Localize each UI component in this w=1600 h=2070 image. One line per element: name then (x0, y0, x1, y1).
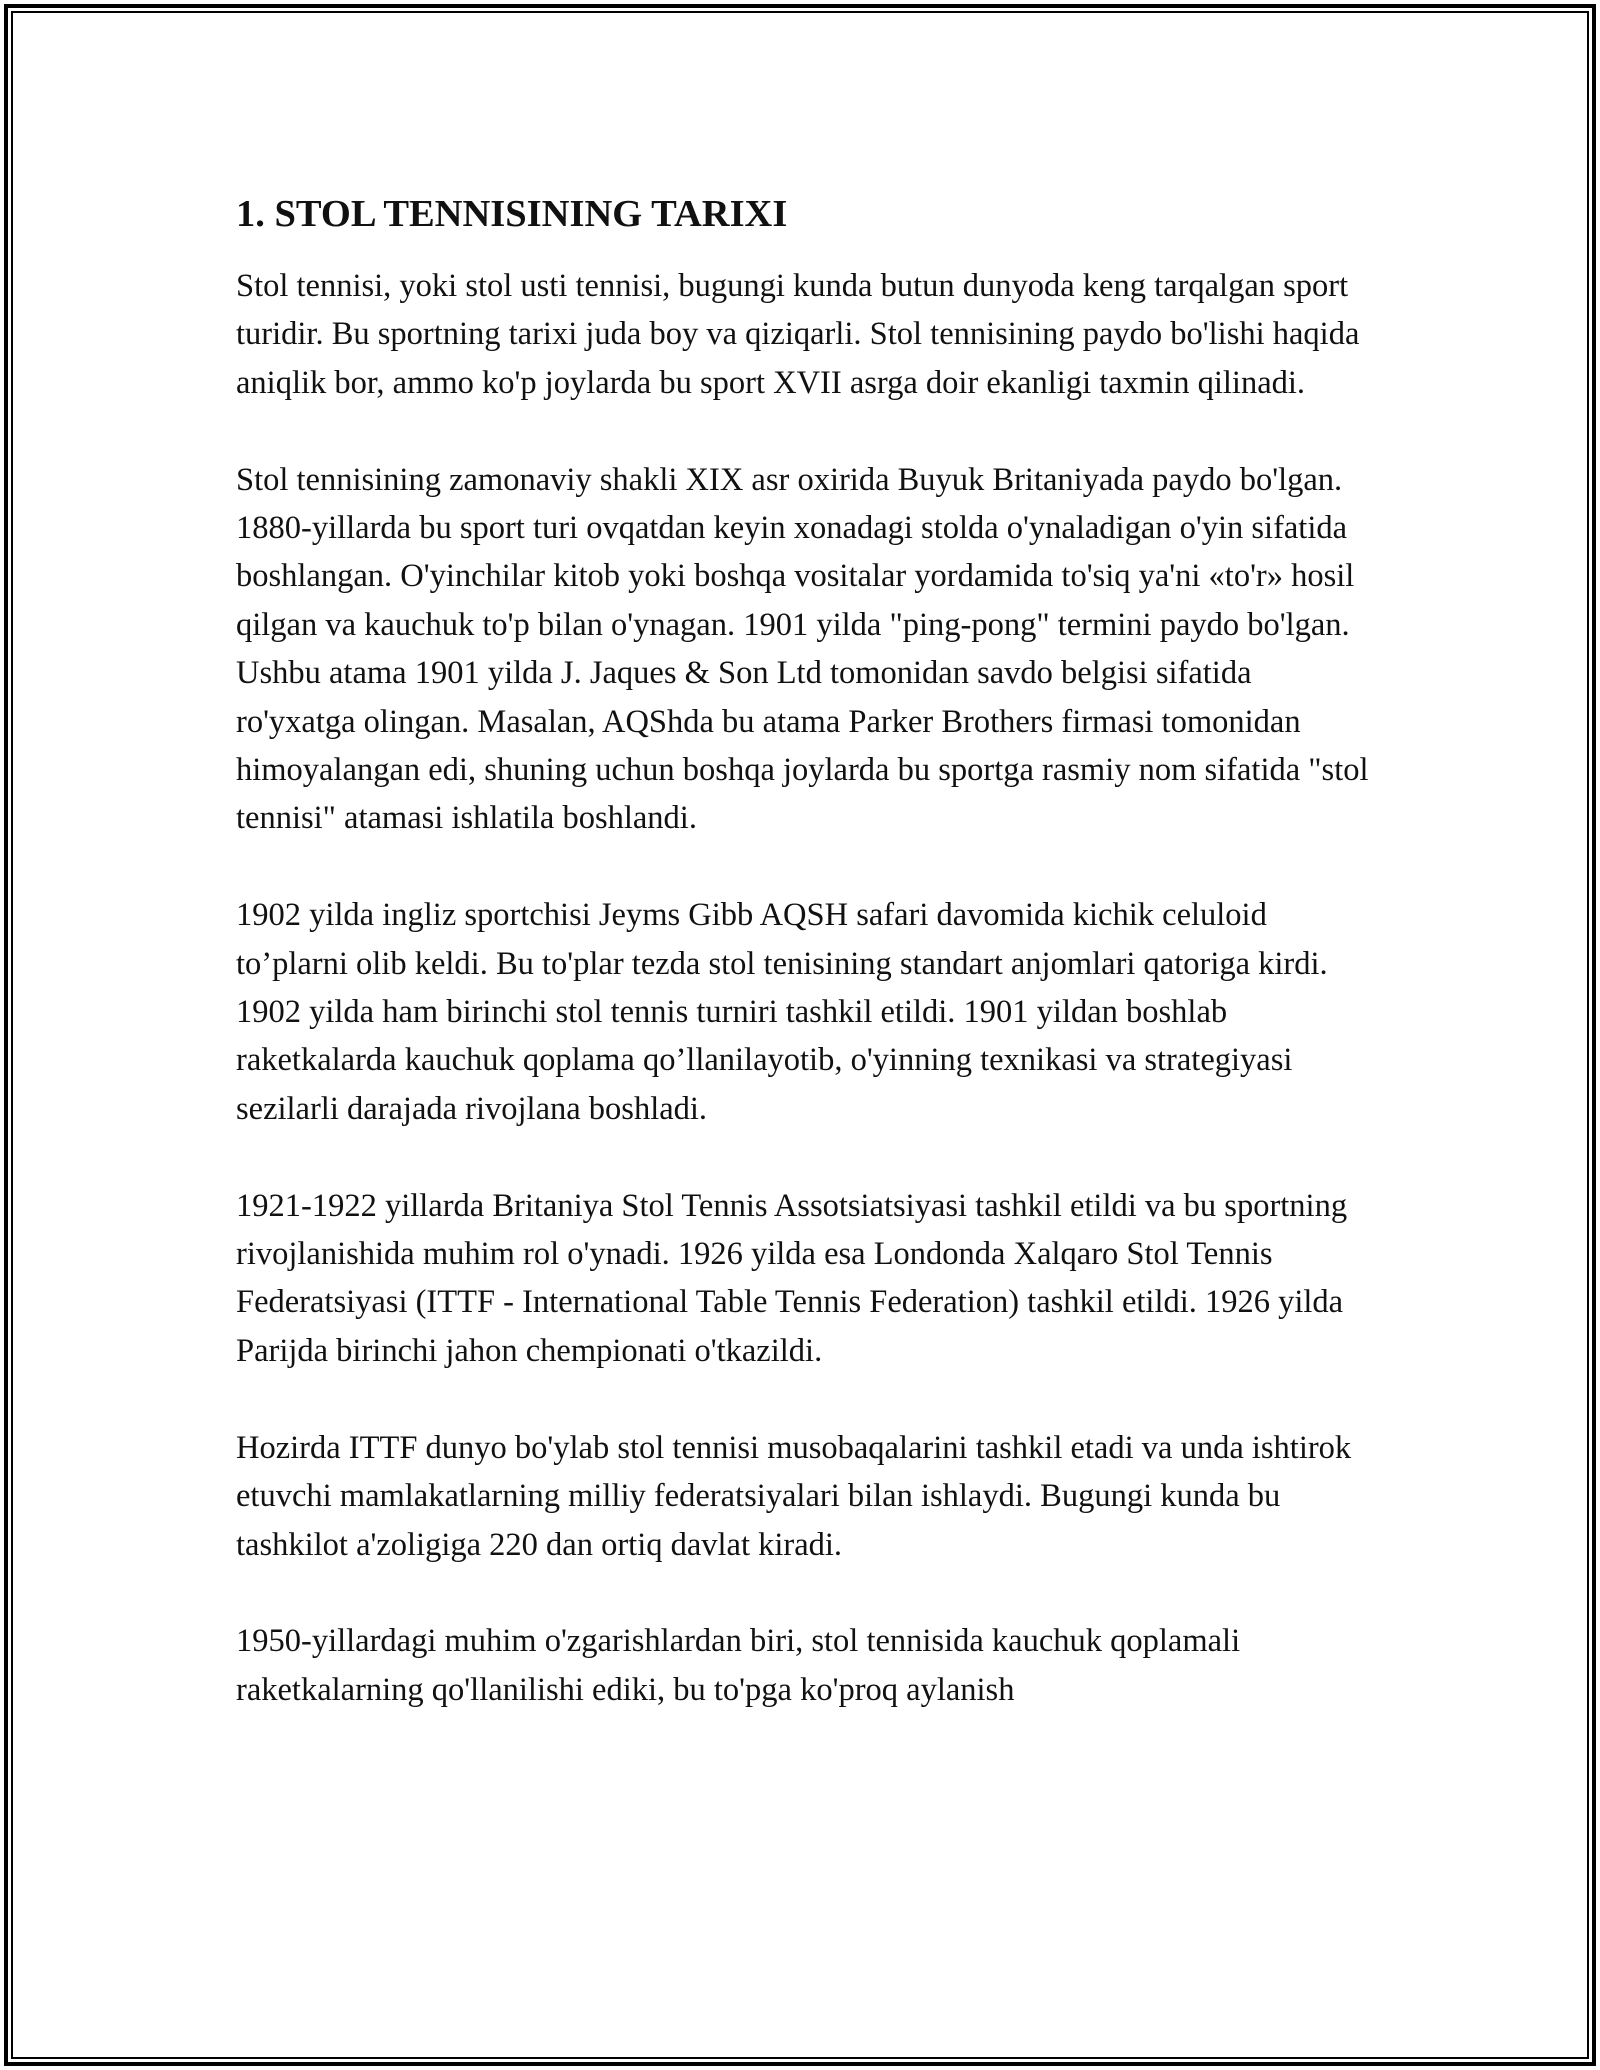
paragraph-federations: 1921-1922 yillarda Britaniya Stol Tennis Assotsiatsiyasi tashkil etildi va bu sportning rivojlanishida muhim rol o'ynadi. 1926 yilda esa Londonda Xalqaro Stol Tennis Federatsiyasi (ITTF - International Table Tennis Federation) tashkil etildi. 1926 yilda Parijda birinchi jahon chempionati o'tkazildi. (236, 1187, 1348, 1369)
document-body (236, 186, 1371, 1763)
section-heading: 1. STOL TENNISINING TARIXI (236, 193, 788, 235)
paragraph-ittf-today: Hozirda ITTF dunyo bo'ylab stol tennisi musobaqalarini tashkil etadi va unda ishtirok etuvchi mamlakatlarning milliy federatsiyalari bilan ishlaydi. Bugungi kunda bu tashkilot a'zoligiga 220 dan ortiq davlat kiradi. (236, 1429, 1352, 1563)
paragraph-intro: Stol tennisi, yoki stol usti tennisi, bugungi kunda butun dunyoda keng tarqalgan sport turidir. Bu sportning tarixi juda boy va qiziqarli. Stol tennisining paydo bo'lishi haqida aniqlik bor, ammo ko'p joylarda bu sport XVII asrga doir ekanligi taxmin qilinadi. (236, 268, 1360, 401)
paragraph-celluloid-balls: 1902 yilda ingliz sportchisi Jeyms Gibb AQSH safari davomida kichik celuloid to’plarni olib keldi. Bu to'plar tezda stol tenisining standart anjomlari qatoriga kirdi. 1902 yilda ham birinchi stol tennis turniri tashkil etildi. 1901 yildan boshlab raketkalarda kauchuk qoplama qo’llanilayotib, o'yinning texnikasi va strategiyasi sezilarli darajada rivojlana boshladi. (236, 897, 1328, 1127)
paragraph-rubber-rackets: 1950-yillardagi muhim o'zgarishlardan biri, stol tennisida kauchuk qoplamali raketkalarning qo'llanilishi ediki, bu to'pga ko'proq aylanish (236, 1623, 1241, 1708)
paragraph-modern-origin: Stol tennisining zamonaviy shakli XIX asr oxirida Buyuk Britaniyada paydo bo'lgan. 1880-yillarda bu sport turi ovqatdan keyin xonadagi stolda o'ynaladigan o'yin sifatida boshlangan. O'yinchilar kitob yoki boshqa vositalar yordamida to'siq ya'ni «to'r» hosil qilgan va kauchuk to'p bilan o'ynagan. 1901 yilda "ping-pong" termini paydo bo'lgan. Ushbu atama 1901 yilda J. Jaques & Son Ltd tomonidan savdo belgisi sifatida ro'yxatga olingan. Masalan, AQShda bu atama Parker Brothers firmasi tomonidan himoyalangan edi, shuning uchun boshqa joylarda bu sportga rasmiy nom sifatida "stol tennisi" atamasi ishlatila boshlandi. (236, 461, 1369, 837)
